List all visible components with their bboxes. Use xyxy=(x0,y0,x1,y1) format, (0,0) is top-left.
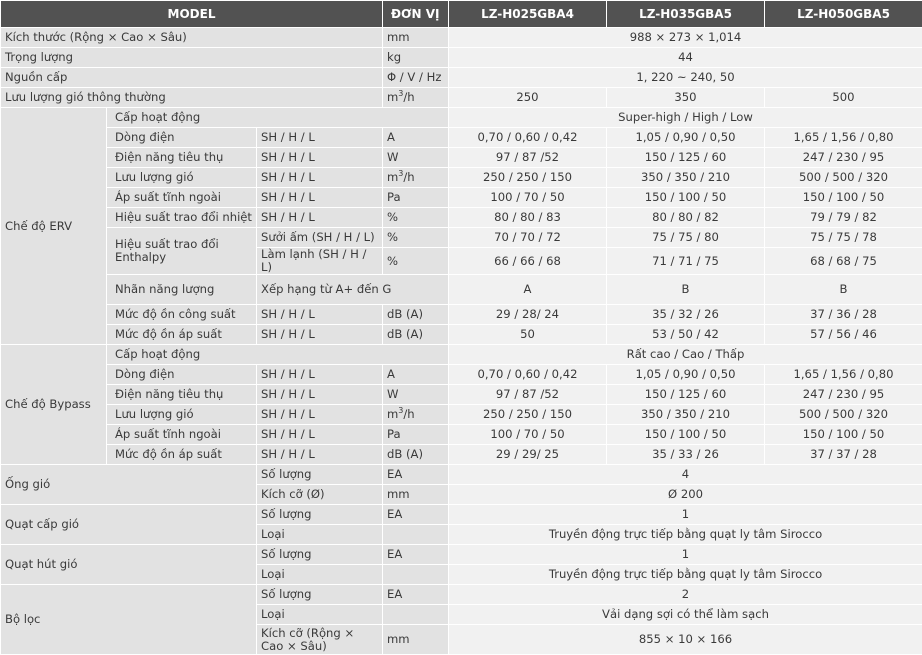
row-unit: Pa xyxy=(383,425,449,445)
cell-value: 37 / 37 / 28 xyxy=(765,445,922,465)
row-unit: Φ / V / Hz xyxy=(383,68,449,88)
cell-value: 97 / 87 /52 xyxy=(449,385,607,405)
cell-value: 500 / 500 / 320 xyxy=(765,405,922,425)
row-label: Mức độ ồn áp suất xyxy=(107,325,257,345)
cell-value: 29 / 28/ 24 xyxy=(449,305,607,325)
header-unit: ĐƠN VỊ xyxy=(383,1,449,28)
cell-value: 1,05 / 0,90 / 0,50 xyxy=(607,128,765,148)
header-model-1: LZ-H025GBA4 xyxy=(449,1,607,28)
row-condition: Xếp hạng từ A+ đến G xyxy=(257,275,449,305)
row-value: 4 xyxy=(449,465,922,485)
row-label: Dòng điện xyxy=(107,365,257,385)
row-unit: $m^3/h$ xyxy=(383,88,449,108)
cell-value: 150 / 100 / 50 xyxy=(607,188,765,208)
row-condition: Số lượng xyxy=(257,505,383,525)
cell-value: 100 / 70 / 50 xyxy=(449,188,607,208)
row-value: 1 xyxy=(449,505,922,525)
row-label: Điện năng tiêu thụ xyxy=(107,385,257,405)
row-erv-power xyxy=(1,148,922,168)
row-label: Nhãn năng lượng xyxy=(107,275,257,305)
row-value: Truyền động trực tiếp bằng quạt ly tâm Sirocco xyxy=(449,565,922,585)
cell-value: 29 / 29/ 25 xyxy=(449,445,607,465)
row-label: Áp suất tĩnh ngoài xyxy=(107,425,257,445)
cell-value: 250 / 250 / 150 xyxy=(449,405,607,425)
row-condition: SH / H / L xyxy=(257,325,383,345)
row-label: Hiệu suất trao đổi Enthalpy xyxy=(107,228,257,275)
row-bypass-current xyxy=(1,365,922,385)
cell-value: 150 / 100 / 50 xyxy=(765,188,922,208)
cell-value: 35 / 33 / 26 xyxy=(607,445,765,465)
cell-value: A xyxy=(449,275,607,305)
cell-value: 500 / 500 / 320 xyxy=(765,168,922,188)
cell-value: 350 / 350 / 210 xyxy=(607,405,765,425)
row-condition: SH / H / L xyxy=(257,425,383,445)
row-condition: Số lượng xyxy=(257,545,383,565)
row-value: 44 xyxy=(449,48,922,68)
cell-value: 247 / 230 / 95 xyxy=(765,385,922,405)
group-bypass-label: Chế độ Bypass xyxy=(1,345,107,465)
row-label: Mức độ ồn áp suất xyxy=(107,445,257,465)
header-row xyxy=(1,1,922,28)
cell-value: 53 / 50 / 42 xyxy=(607,325,765,345)
row-condition: SH / H / L xyxy=(257,365,383,385)
row-value: Rất cao / Cao / Thấp xyxy=(449,345,922,365)
row-value: Ø 200 xyxy=(449,485,922,505)
row-bypass-noise-pressure xyxy=(1,445,922,465)
cell-value: 350 / 350 / 210 xyxy=(607,168,765,188)
row-erv-energy-label xyxy=(1,275,922,305)
row-unit: EA xyxy=(383,465,449,485)
cell-value: B xyxy=(607,275,765,305)
group-duct-label: Ống gió xyxy=(1,465,257,505)
cell-value: 247 / 230 / 95 xyxy=(765,148,922,168)
cell-value: 1,05 / 0,90 / 0,50 xyxy=(607,365,765,385)
row-condition: Loại xyxy=(257,605,383,625)
row-bypass-pressure xyxy=(1,425,922,445)
row-condition: Loại xyxy=(257,525,383,545)
row-condition: Số lượng xyxy=(257,585,383,605)
cell-value: 37 / 36 / 28 xyxy=(765,305,922,325)
group-exhaust-fan-label: Quạt hút gió xyxy=(1,545,257,585)
cell-value: 79 / 79 / 82 xyxy=(765,208,922,228)
row-unit: EA xyxy=(383,585,449,605)
row-condition: SH / H / L xyxy=(257,168,383,188)
row-label: Trọng lượng xyxy=(1,48,383,68)
cell-value: 97 / 87 /52 xyxy=(449,148,607,168)
row-unit: % xyxy=(383,248,449,275)
row-erv-noise-power xyxy=(1,305,922,325)
row-dimensions xyxy=(1,28,922,48)
row-exhaust-fan-qty xyxy=(1,545,922,565)
row-condition: Loại xyxy=(257,565,383,585)
row-label: Cấp hoạt động xyxy=(107,345,449,365)
row-erv-airflow xyxy=(1,168,922,188)
row-condition: Số lượng xyxy=(257,465,383,485)
cell-value: B xyxy=(765,275,922,305)
row-unit: dB (A) xyxy=(383,445,449,465)
row-condition: Kích cỡ (Rộng × Cao × Sâu) xyxy=(257,625,383,655)
row-condition: SH / H / L xyxy=(257,188,383,208)
cell-value: 150 / 125 / 60 xyxy=(607,148,765,168)
row-condition: SH / H / L xyxy=(257,208,383,228)
row-unit: EA xyxy=(383,505,449,525)
row-label: Dòng điện xyxy=(107,128,257,148)
row-supply-fan-qty xyxy=(1,505,922,525)
row-value: 988 × 273 × 1,014 xyxy=(449,28,922,48)
row-weight xyxy=(1,48,922,68)
row-condition: SH / H / L xyxy=(257,385,383,405)
group-supply-fan-label: Quạt cấp gió xyxy=(1,505,257,545)
row-label: Áp suất tĩnh ngoài xyxy=(107,188,257,208)
row-value: 1, 220 ~ 240, 50 xyxy=(449,68,922,88)
row-unit: mm xyxy=(383,28,449,48)
cell-value: 500 xyxy=(765,88,922,108)
row-unit: EA xyxy=(383,545,449,565)
cell-value: 80 / 80 / 83 xyxy=(449,208,607,228)
row-unit: W xyxy=(383,148,449,168)
row-unit: A xyxy=(383,128,449,148)
cell-value: 150 / 100 / 50 xyxy=(607,425,765,445)
row-value: Super-high / High / Low xyxy=(449,108,922,128)
row-condition: Làm lạnh (SH / H / L) xyxy=(257,248,383,275)
row-condition: SH / H / L xyxy=(257,128,383,148)
row-erv-noise-pressure xyxy=(1,325,922,345)
row-bypass-power xyxy=(1,385,922,405)
cell-value: 250 xyxy=(449,88,607,108)
cell-value: 150 / 100 / 50 xyxy=(765,425,922,445)
cell-value: 75 / 75 / 80 xyxy=(607,228,765,248)
row-condition: SH / H / L xyxy=(257,148,383,168)
row-label: Hiệu suất trao đổi nhiệt xyxy=(107,208,257,228)
row-unit: % xyxy=(383,228,449,248)
row-erv-pressure xyxy=(1,188,922,208)
group-erv-label: Chế độ ERV xyxy=(1,108,107,345)
cell-value: 250 / 250 / 150 xyxy=(449,168,607,188)
row-value: 855 × 10 × 166 xyxy=(449,625,922,655)
row-label: Lưu lượng gió xyxy=(107,168,257,188)
cell-value: 100 / 70 / 50 xyxy=(449,425,607,445)
row-condition: SH / H / L xyxy=(257,445,383,465)
row-label: Lưu lượng gió thông thường xyxy=(1,88,383,108)
header-model-2: LZ-H035GBA5 xyxy=(607,1,765,28)
row-erv-temp-eff xyxy=(1,208,922,228)
row-unit xyxy=(383,525,449,545)
row-condition: SH / H / L xyxy=(257,305,383,325)
row-unit: $m^3/h$ xyxy=(383,405,449,425)
row-label: Nguồn cấp xyxy=(1,68,383,88)
cell-value: 150 / 125 / 60 xyxy=(607,385,765,405)
row-label: Cấp hoạt động xyxy=(107,108,449,128)
row-label: Điện năng tiêu thụ xyxy=(107,148,257,168)
row-condition: SH / H / L xyxy=(257,405,383,425)
header-model: MODEL xyxy=(1,1,383,28)
cell-value: 80 / 80 / 82 xyxy=(607,208,765,228)
header-model-3: LZ-H050GBA5 xyxy=(765,1,922,28)
row-condition: Sưởi ấm (SH / H / L) xyxy=(257,228,383,248)
cell-value: 0,70 / 0,60 / 0,42 xyxy=(449,365,607,385)
row-erv-op-level xyxy=(1,108,922,128)
cell-value: 75 / 75 / 78 xyxy=(765,228,922,248)
row-label: Kích thước (Rộng × Cao × Sâu) xyxy=(1,28,383,48)
row-nominal-airflow xyxy=(1,88,922,108)
cell-value: 68 / 68 / 75 xyxy=(765,248,922,275)
cell-value: 50 xyxy=(449,325,607,345)
cell-value: 1,65 / 1,56 / 0,80 xyxy=(765,128,922,148)
row-erv-current xyxy=(1,128,922,148)
cell-value: 71 / 71 / 75 xyxy=(607,248,765,275)
row-unit: mm xyxy=(383,625,449,655)
row-unit: Pa xyxy=(383,188,449,208)
cell-value: 350 xyxy=(607,88,765,108)
row-unit: $m^3/h$ xyxy=(383,168,449,188)
cell-value: 0,70 / 0,60 / 0,42 xyxy=(449,128,607,148)
row-duct-qty xyxy=(1,465,922,485)
row-bypass-airflow xyxy=(1,405,922,425)
row-label: Mức độ ồn công suất xyxy=(107,305,257,325)
cell-value: 57 / 56 / 46 xyxy=(765,325,922,345)
row-unit: mm xyxy=(383,485,449,505)
row-label: Lưu lượng gió xyxy=(107,405,257,425)
row-unit: W xyxy=(383,385,449,405)
row-value: 1 xyxy=(449,545,922,565)
row-unit: % xyxy=(383,208,449,228)
row-unit xyxy=(383,565,449,585)
row-filter-qty xyxy=(1,585,922,605)
cell-value: 1,65 / 1,56 / 0,80 xyxy=(765,365,922,385)
row-bypass-op-level xyxy=(1,345,922,365)
group-filter-label: Bộ lọc xyxy=(1,585,257,655)
row-condition: Kích cỡ (Ø) xyxy=(257,485,383,505)
row-value: 2 xyxy=(449,585,922,605)
cell-value: 66 / 66 / 68 xyxy=(449,248,607,275)
row-unit: A xyxy=(383,365,449,385)
cell-value: 35 / 32 / 26 xyxy=(607,305,765,325)
row-value: Truyền động trực tiếp bằng quạt ly tâm Sirocco xyxy=(449,525,922,545)
row-power-supply xyxy=(1,68,922,88)
row-unit: dB (A) xyxy=(383,305,449,325)
row-erv-enthalpy-heat xyxy=(1,228,922,248)
row-unit xyxy=(383,605,449,625)
row-unit: kg xyxy=(383,48,449,68)
cell-value: 70 / 70 / 72 xyxy=(449,228,607,248)
row-value: Vải dạng sợi có thể làm sạch xyxy=(449,605,922,625)
row-unit: dB (A) xyxy=(383,325,449,345)
